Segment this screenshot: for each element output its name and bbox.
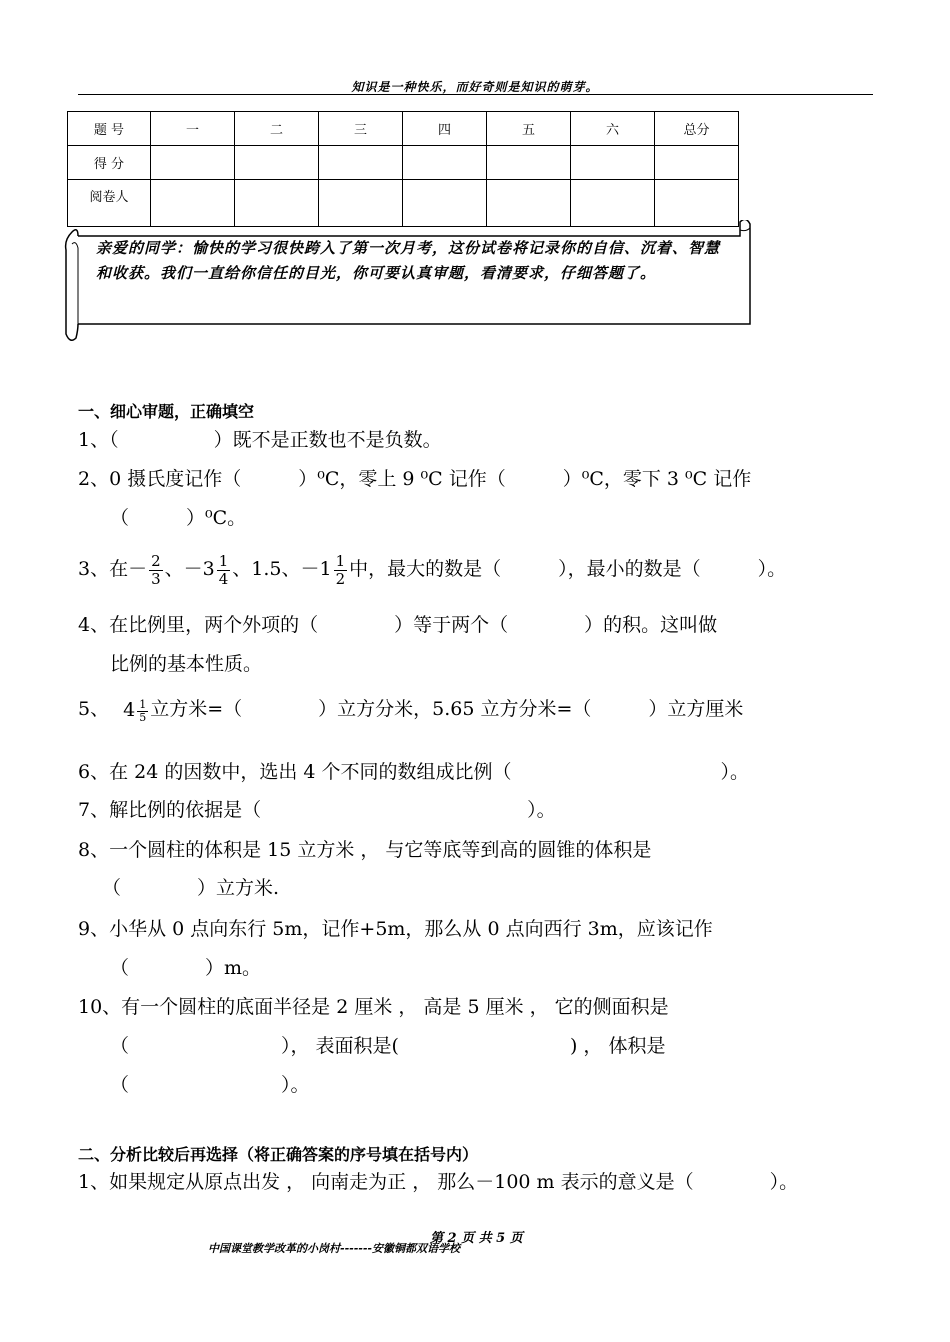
question-9-line1: 9、小华从 0 点向东行 5m，记作+5m，那么从 0 点向西行 3m，应该记作	[78, 918, 713, 940]
mixed-number	[123, 693, 150, 727]
score-input-cell[interactable]	[571, 146, 655, 180]
fraction-one-quarter	[217, 553, 231, 588]
header-rule	[78, 94, 873, 95]
question-10-line3: （ ）。	[110, 1074, 310, 1096]
score-input-cell[interactable]	[319, 146, 403, 180]
mixed-whole: 4	[123, 699, 136, 721]
question-2-line2: （ ）⁰C。	[110, 507, 247, 529]
question-10-line2: （ ）， 表面积是( ) ， 体积是	[110, 1035, 666, 1057]
score-table	[67, 111, 739, 227]
section2-question-1: 1、如果规定从原点出发 ， 向南走为正 ， 那么－100 m 表示的意义是（ ）。	[78, 1171, 799, 1193]
fraction-denominator: 5	[139, 710, 147, 724]
question-4-line1: 4、在比例里，两个外项的（ ）等于两个（ ）的积。这叫做	[78, 614, 718, 636]
fraction-denominator: 4	[218, 569, 229, 588]
fraction-denominator: 2	[335, 569, 346, 588]
score-input-cell[interactable]	[151, 146, 235, 180]
footer-school: 中国课堂教学改革的小岗村-------安徽铜都双语学校	[208, 1242, 460, 1255]
q3-mid2: 、1.5、－1	[232, 558, 332, 580]
score-table-cell: 二	[235, 112, 319, 146]
score-table-cell: 题 号	[68, 112, 151, 146]
score-table-cell: 六	[571, 112, 655, 146]
fraction-one-fifth	[137, 699, 148, 724]
score-input-cell[interactable]	[655, 146, 739, 180]
question-9-line2: （ ）m。	[110, 957, 262, 979]
q3-suffix: 中，最大的数是（ ），最小的数是（ ）。	[349, 558, 787, 580]
question-5	[78, 692, 743, 727]
score-row-label: 得 分	[68, 146, 151, 180]
q3-mid1: 、－3	[164, 558, 215, 580]
encouragement-text: 亲爱的同学：愉快的学习很快跨入了第一次月考，这份试卷将记录你的自信、沉着、智慧和收获。我们一直给你信任的目光，你可要认真审题，看清要求，仔细答题了。	[96, 239, 721, 282]
question-8-line2: （ ）立方米.	[102, 877, 280, 899]
question-1: 1、（ ）既不是正数也不是负数。	[78, 429, 442, 451]
q3-prefix: 3、在－	[78, 558, 148, 580]
fraction-numerator: 1	[218, 551, 229, 570]
grader-row-label: 阅卷人	[68, 180, 151, 227]
fraction-one-half	[334, 553, 348, 588]
question-7: 7、解比例的依据是（ ）。	[78, 799, 556, 821]
question-4-line2: 比例的基本性质。	[110, 653, 263, 675]
section1-title: 一、细心审题，正确填空	[78, 402, 255, 421]
score-input-cell[interactable]	[487, 146, 571, 180]
score-input-cell[interactable]	[235, 146, 319, 180]
fraction-numerator: 1	[335, 551, 346, 570]
question-3	[78, 549, 786, 589]
q5-prefix: 5、	[78, 698, 110, 720]
question-6: 6、在 24 的因数中，选出 4 个不同的数组成比例（ ）。	[78, 761, 750, 783]
score-input-cell[interactable]	[403, 146, 487, 180]
fraction-two-thirds	[149, 553, 163, 588]
score-table-cell: 三	[319, 112, 403, 146]
q5-suffix: 立方米=（ ）立方分米，5.65 立方分米=（ ）立方厘米	[150, 698, 744, 720]
fraction-numerator: 1	[139, 697, 147, 711]
fraction-denominator: 3	[151, 569, 161, 588]
page-number: 第 2 页 共 5 页	[430, 1231, 523, 1246]
score-table-cell: 四	[403, 112, 487, 146]
score-table-cell: 总分	[655, 112, 739, 146]
question-2-line1: 2、0 摄氏度记作（ ）⁰C，零上 9 ⁰C 记作（ ）⁰C，零下 3 ⁰C 记作	[78, 468, 752, 490]
score-table-cell: 五	[487, 112, 571, 146]
question-10-line1: 10、有一个圆柱的底面半径是 2 厘米 ， 高是 5 厘米 ， 它的侧面积是	[78, 996, 669, 1018]
score-table-cell: 一	[151, 112, 235, 146]
header-motto: 知识是一种快乐，而好奇则是知识的萌芽。	[351, 80, 599, 94]
fraction-numerator: 2	[151, 551, 161, 570]
section2-title: 二、分析比较后再选择（将正确答案的序号填在括号内）	[78, 1145, 479, 1164]
question-8-line1: 8、一个圆柱的体积是 15 立方米 ， 与它等底等到高的圆锥的体积是	[78, 839, 652, 861]
